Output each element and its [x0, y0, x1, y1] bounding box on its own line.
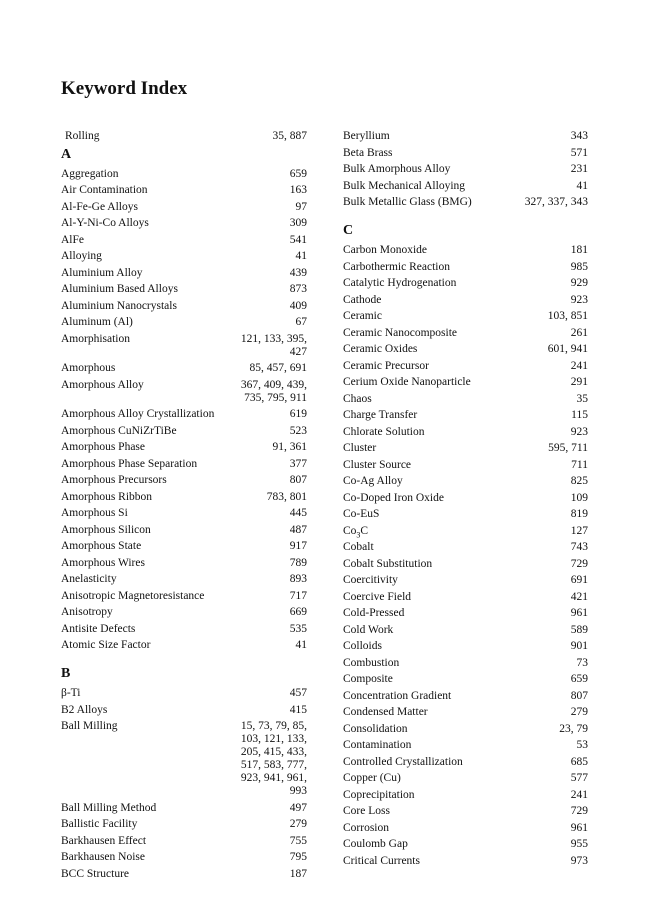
index-entry [343, 690, 588, 703]
index-pages: 873 [289, 283, 307, 295]
index-term: Aluminium Based Alloys [61, 283, 178, 295]
index-term: Barkhausen Noise [61, 851, 145, 863]
index-term: Coercitivity [343, 574, 398, 586]
index-pages: 825 [570, 475, 588, 487]
section-letter-b: B [61, 666, 71, 681]
index-entry [61, 639, 307, 652]
index-term: AlFe [61, 233, 84, 246]
index-term: $Co_3C$ [343, 524, 369, 539]
index-pages: 377 [289, 457, 307, 470]
index-entry [343, 163, 588, 176]
index-pages: 231 [570, 163, 588, 175]
index-entry [343, 244, 588, 257]
index-entry [61, 333, 307, 359]
index-term: Amorphous Silicon [61, 523, 151, 536]
index-pages: 961 [570, 607, 588, 619]
index-term: Aggregation [61, 167, 119, 180]
index-entry [61, 802, 307, 815]
index-entry [61, 474, 307, 487]
index-pages: 571 [570, 146, 588, 159]
index-pages: 457 [289, 687, 307, 699]
index-entry [61, 168, 307, 181]
index-pages: 535 [289, 622, 307, 635]
index-entry [343, 739, 588, 752]
index-term: Amorphous Phase [61, 441, 146, 453]
index-pages: 41 [576, 179, 588, 192]
index-column-right [343, 130, 588, 871]
index-pages: 789 [289, 556, 307, 569]
index-term: Barkhausen Effect [61, 834, 147, 847]
index-entry [61, 217, 307, 230]
index-pages: 929 [570, 277, 588, 289]
index-entry [61, 379, 307, 405]
index-term: Bulk Metallic Glass (BMG) [343, 196, 472, 208]
index-term: β-Ti [61, 687, 81, 699]
index-term: Anisotropic Magnetoresistance [61, 589, 205, 602]
index-entry [61, 362, 307, 375]
index-entry [343, 673, 588, 686]
index-pages: 755 [289, 834, 307, 847]
index-term: Cluster Source [343, 458, 412, 471]
index-pages: 523 [289, 424, 307, 437]
index-term: Contamination [343, 739, 412, 751]
index-pages: 187 [289, 867, 307, 880]
index-pages: 445 [289, 507, 307, 519]
index-term: Corrosion [343, 821, 389, 834]
index-pages: 327, 337, 343 [524, 196, 588, 208]
index-pages: 729 [570, 557, 588, 570]
index-pages: 35 [576, 392, 588, 405]
index-term: B2 Alloys [61, 703, 108, 716]
index-pages: 917 [289, 540, 307, 552]
index-entry [343, 327, 588, 340]
index-entry [343, 640, 588, 653]
index-term: Coulomb Gap [343, 838, 408, 850]
index-term: Colloids [343, 640, 382, 652]
index-pages: 691 [570, 574, 588, 586]
index-term: Consolidation [343, 722, 408, 735]
index-pages: 421 [570, 590, 588, 603]
index-pages: 23, 79 [559, 722, 588, 735]
index-entry [61, 590, 307, 603]
index-pages: 241 [570, 359, 588, 372]
index-pages: 67 [295, 316, 307, 328]
index-term: Catalytic Hydrogenation [343, 277, 457, 289]
index-entry [343, 558, 588, 571]
index-term: Charge Transfer [343, 409, 418, 421]
index-entry [61, 818, 307, 831]
index-term: Coprecipitation [343, 788, 415, 801]
index-entry [343, 789, 588, 802]
index-entry [343, 805, 588, 818]
index-pages: 541 [289, 233, 307, 246]
index-pages: 577 [570, 772, 588, 784]
index-term: Amorphous Alloy [61, 378, 144, 391]
index-pages: 279 [289, 818, 307, 830]
index-pages: 127 [570, 524, 588, 537]
index-term: Bulk Mechanical Alloying [343, 179, 466, 192]
index-pages: 717 [289, 589, 307, 602]
index-term: Amorphous State [61, 540, 142, 552]
index-term: Amorphous Ribbon [61, 490, 153, 503]
index-entry [343, 442, 588, 455]
index-pages: 261 [570, 326, 588, 339]
index-entry [61, 557, 307, 570]
index-pages: 163 [289, 184, 307, 196]
index-term: Antisite Defects [61, 622, 136, 635]
index-pages: 659 [289, 167, 307, 180]
index-pages: 121, 133, 395, 427 [240, 332, 307, 358]
index-pages: 595, 711 [548, 442, 588, 454]
index-pages: 783, 801 [266, 490, 307, 503]
index-entry [61, 507, 307, 520]
index-pages: 415 [289, 703, 307, 716]
index-term: Al-Fe-Ge Alloys [61, 200, 138, 213]
index-term: Beryllium [343, 130, 390, 142]
index-entry [61, 184, 307, 197]
index-term: Aluminium Alloy [61, 266, 143, 279]
index-entry [61, 300, 307, 313]
index-entry [343, 855, 588, 868]
index-term: Beta Brass [343, 146, 393, 159]
index-term: Al-Y-Ni-Co Alloys [61, 217, 149, 229]
index-entry [343, 624, 588, 637]
index-term: Core Loss [343, 805, 390, 817]
index-pages: 487 [289, 523, 307, 536]
index-entry [61, 491, 307, 504]
index-term: Amorphisation [61, 332, 130, 345]
index-pages: 115 [571, 409, 588, 421]
index-entry [343, 130, 588, 143]
index-entry [61, 250, 307, 263]
index-pages: 669 [289, 606, 307, 618]
index-entry [61, 234, 307, 247]
index-entry [343, 147, 588, 160]
index-pages: 41 [295, 639, 307, 651]
index-pages: 729 [570, 805, 588, 817]
index-term: Cathode [343, 293, 382, 306]
index-pages: 109 [570, 491, 588, 504]
index-entry [61, 201, 307, 214]
index-entry [343, 343, 588, 356]
index-term: Cold Work [343, 623, 394, 636]
index-pages: 893 [289, 573, 307, 585]
index-term: Co-EuS [343, 508, 380, 520]
index-entry [343, 261, 588, 274]
index-pages: 961 [570, 821, 588, 834]
index-entry [343, 277, 588, 290]
index-entry [343, 376, 588, 389]
index-term: Ballistic Facility [61, 818, 138, 830]
index-entry [61, 316, 307, 329]
index-term: Concentration Gradient [343, 689, 452, 702]
index-pages: 973 [570, 854, 588, 867]
index-entry [343, 360, 588, 373]
index-pages: 601, 941 [547, 343, 588, 355]
index-term: Ceramic Nanocomposite [343, 326, 458, 339]
index-pages: 367, 409, 439, 735, 795, 911 [240, 378, 307, 404]
index-pages: 439 [289, 266, 307, 279]
index-term: Amorphous Si [61, 507, 128, 519]
index-term: Co-Ag Alloy [343, 475, 403, 487]
index-entry [61, 458, 307, 471]
index-term: Coercive Field [343, 590, 412, 603]
index-term: Chlorate Solution [343, 425, 425, 438]
index-pages: 901 [570, 640, 588, 652]
index-pages: 103, 851 [547, 310, 588, 322]
index-pages: 589 [570, 623, 588, 636]
index-entry [343, 180, 588, 193]
index-entry [343, 772, 588, 785]
index-pages: 685 [570, 755, 588, 768]
index-pages: 619 [289, 408, 307, 420]
index-entry [343, 541, 588, 554]
index-entry [61, 623, 307, 636]
index-pages: 53 [576, 739, 588, 751]
index-term: Bulk Amorphous Alloy [343, 163, 451, 175]
index-term: Amorphous [61, 362, 116, 374]
index-term: Air Contamination [61, 184, 148, 196]
index-pages: 711 [571, 458, 588, 471]
index-entry [343, 409, 588, 422]
index-pages: 181 [570, 244, 588, 256]
index-pages: 291 [570, 376, 588, 388]
index-pages: 923 [570, 425, 588, 438]
index-entry [61, 425, 307, 438]
index-entry [61, 868, 307, 881]
index-term: Ceramic Precursor [343, 359, 429, 372]
index-entry [61, 606, 307, 619]
page-title: Keyword Index [61, 78, 188, 99]
index-entry [343, 756, 588, 769]
index-entry [61, 720, 307, 798]
index-term: Cobalt [343, 541, 374, 553]
index-entry [343, 492, 588, 505]
index-entry [61, 687, 307, 700]
index-pages: 659 [570, 673, 588, 685]
index-entry [61, 130, 307, 143]
index-pages: 241 [570, 788, 588, 801]
index-entry [343, 723, 588, 736]
index-term: Carbothermic Reaction [343, 260, 450, 273]
index-entry [343, 475, 588, 488]
index-term: Cold-Pressed [343, 607, 405, 619]
index-pages: 955 [570, 838, 588, 850]
index-entry [61, 704, 307, 717]
index-term: Anisotropy [61, 606, 113, 618]
index-term: Amorphous Alloy Crystallization [61, 408, 215, 420]
index-pages: 819 [570, 508, 588, 520]
index-pages: 309 [289, 217, 307, 229]
index-term: Ball Milling [61, 720, 118, 732]
index-term: Chaos [343, 392, 372, 405]
index-pages: 35, 887 [272, 130, 307, 142]
index-entry [61, 267, 307, 280]
index-pages: 795 [289, 851, 307, 863]
index-term: Cerium Oxide Nanoparticle [343, 376, 471, 388]
index-entry [343, 607, 588, 620]
index-entry [61, 441, 307, 454]
index-term: Aluminum (Al) [61, 316, 133, 328]
index-term: Amorphous Wires [61, 556, 145, 569]
index-pages: 807 [289, 474, 307, 486]
index-term: Aluminium Nanocrystals [61, 299, 177, 312]
index-entry [61, 835, 307, 848]
index-pages: 279 [570, 706, 588, 718]
index-entry [61, 283, 307, 296]
index-term: Amorphous CuNiZrTiBe [61, 424, 177, 437]
index-entry [343, 508, 588, 521]
index-term: Alloying [61, 250, 102, 262]
index-term: Carbon Monoxide [343, 244, 428, 256]
index-entry [343, 525, 588, 538]
index-term: Controlled Crystallization [343, 755, 463, 768]
index-term: Amorphous Phase Separation [61, 457, 198, 470]
index-term: Amorphous Precursors [61, 474, 167, 486]
index-pages: 807 [570, 689, 588, 702]
index-entry [343, 838, 588, 851]
index-term: BCC Structure [61, 867, 130, 880]
index-term: Atomic Size Factor [61, 639, 151, 651]
index-term: Cluster [343, 442, 377, 454]
index-pages: 409 [289, 299, 307, 312]
index-pages: 743 [570, 541, 588, 553]
index-term: Rolling [65, 130, 100, 142]
section-letter-a: A [61, 146, 72, 162]
index-entry [61, 408, 307, 421]
index-entry [343, 574, 588, 587]
index-entry [61, 524, 307, 537]
index-entry [343, 310, 588, 323]
index-term: Composite [343, 673, 393, 685]
index-entry [343, 706, 588, 719]
index-term: Ceramic Oxides [343, 343, 418, 355]
index-term: Critical Currents [343, 854, 420, 867]
index-term: Cobalt Substitution [343, 557, 433, 570]
index-entry [343, 393, 588, 406]
index-pages: 923 [570, 293, 588, 306]
index-pages: 15, 73, 79, 85, 103, 121, 133, 205, 415, 433, 517, 583, 777, 923, 941, 961, 993 [240, 720, 307, 797]
index-term: Ceramic [343, 310, 382, 322]
index-entry [61, 540, 307, 553]
index-pages: 343 [570, 130, 588, 142]
index-entry [343, 657, 588, 670]
index-entry [343, 822, 588, 835]
index-entry [343, 294, 588, 307]
section-letter-c: C [343, 223, 354, 238]
index-pages: 85, 457, 691 [249, 362, 307, 374]
index-pages: 497 [289, 801, 307, 814]
index-term: Combustion [343, 656, 400, 669]
index-pages: 97 [295, 200, 307, 213]
index-entry [343, 196, 588, 209]
index-term: Ball Milling Method [61, 801, 157, 814]
index-entry [343, 459, 588, 472]
index-pages: 73 [576, 656, 588, 669]
index-pages: 91, 361 [272, 441, 307, 453]
index-pages: 985 [570, 260, 588, 273]
index-entry [61, 573, 307, 586]
index-entry [343, 591, 588, 604]
index-term: Copper (Cu) [343, 772, 401, 784]
index-term: Co-Doped Iron Oxide [343, 491, 444, 504]
index-term: Condensed Matter [343, 706, 428, 718]
index-entry [343, 426, 588, 439]
index-term: Anelasticity [61, 573, 117, 585]
index-pages: 41 [295, 250, 307, 262]
index-entry [61, 851, 307, 864]
index-column-left [61, 130, 307, 884]
